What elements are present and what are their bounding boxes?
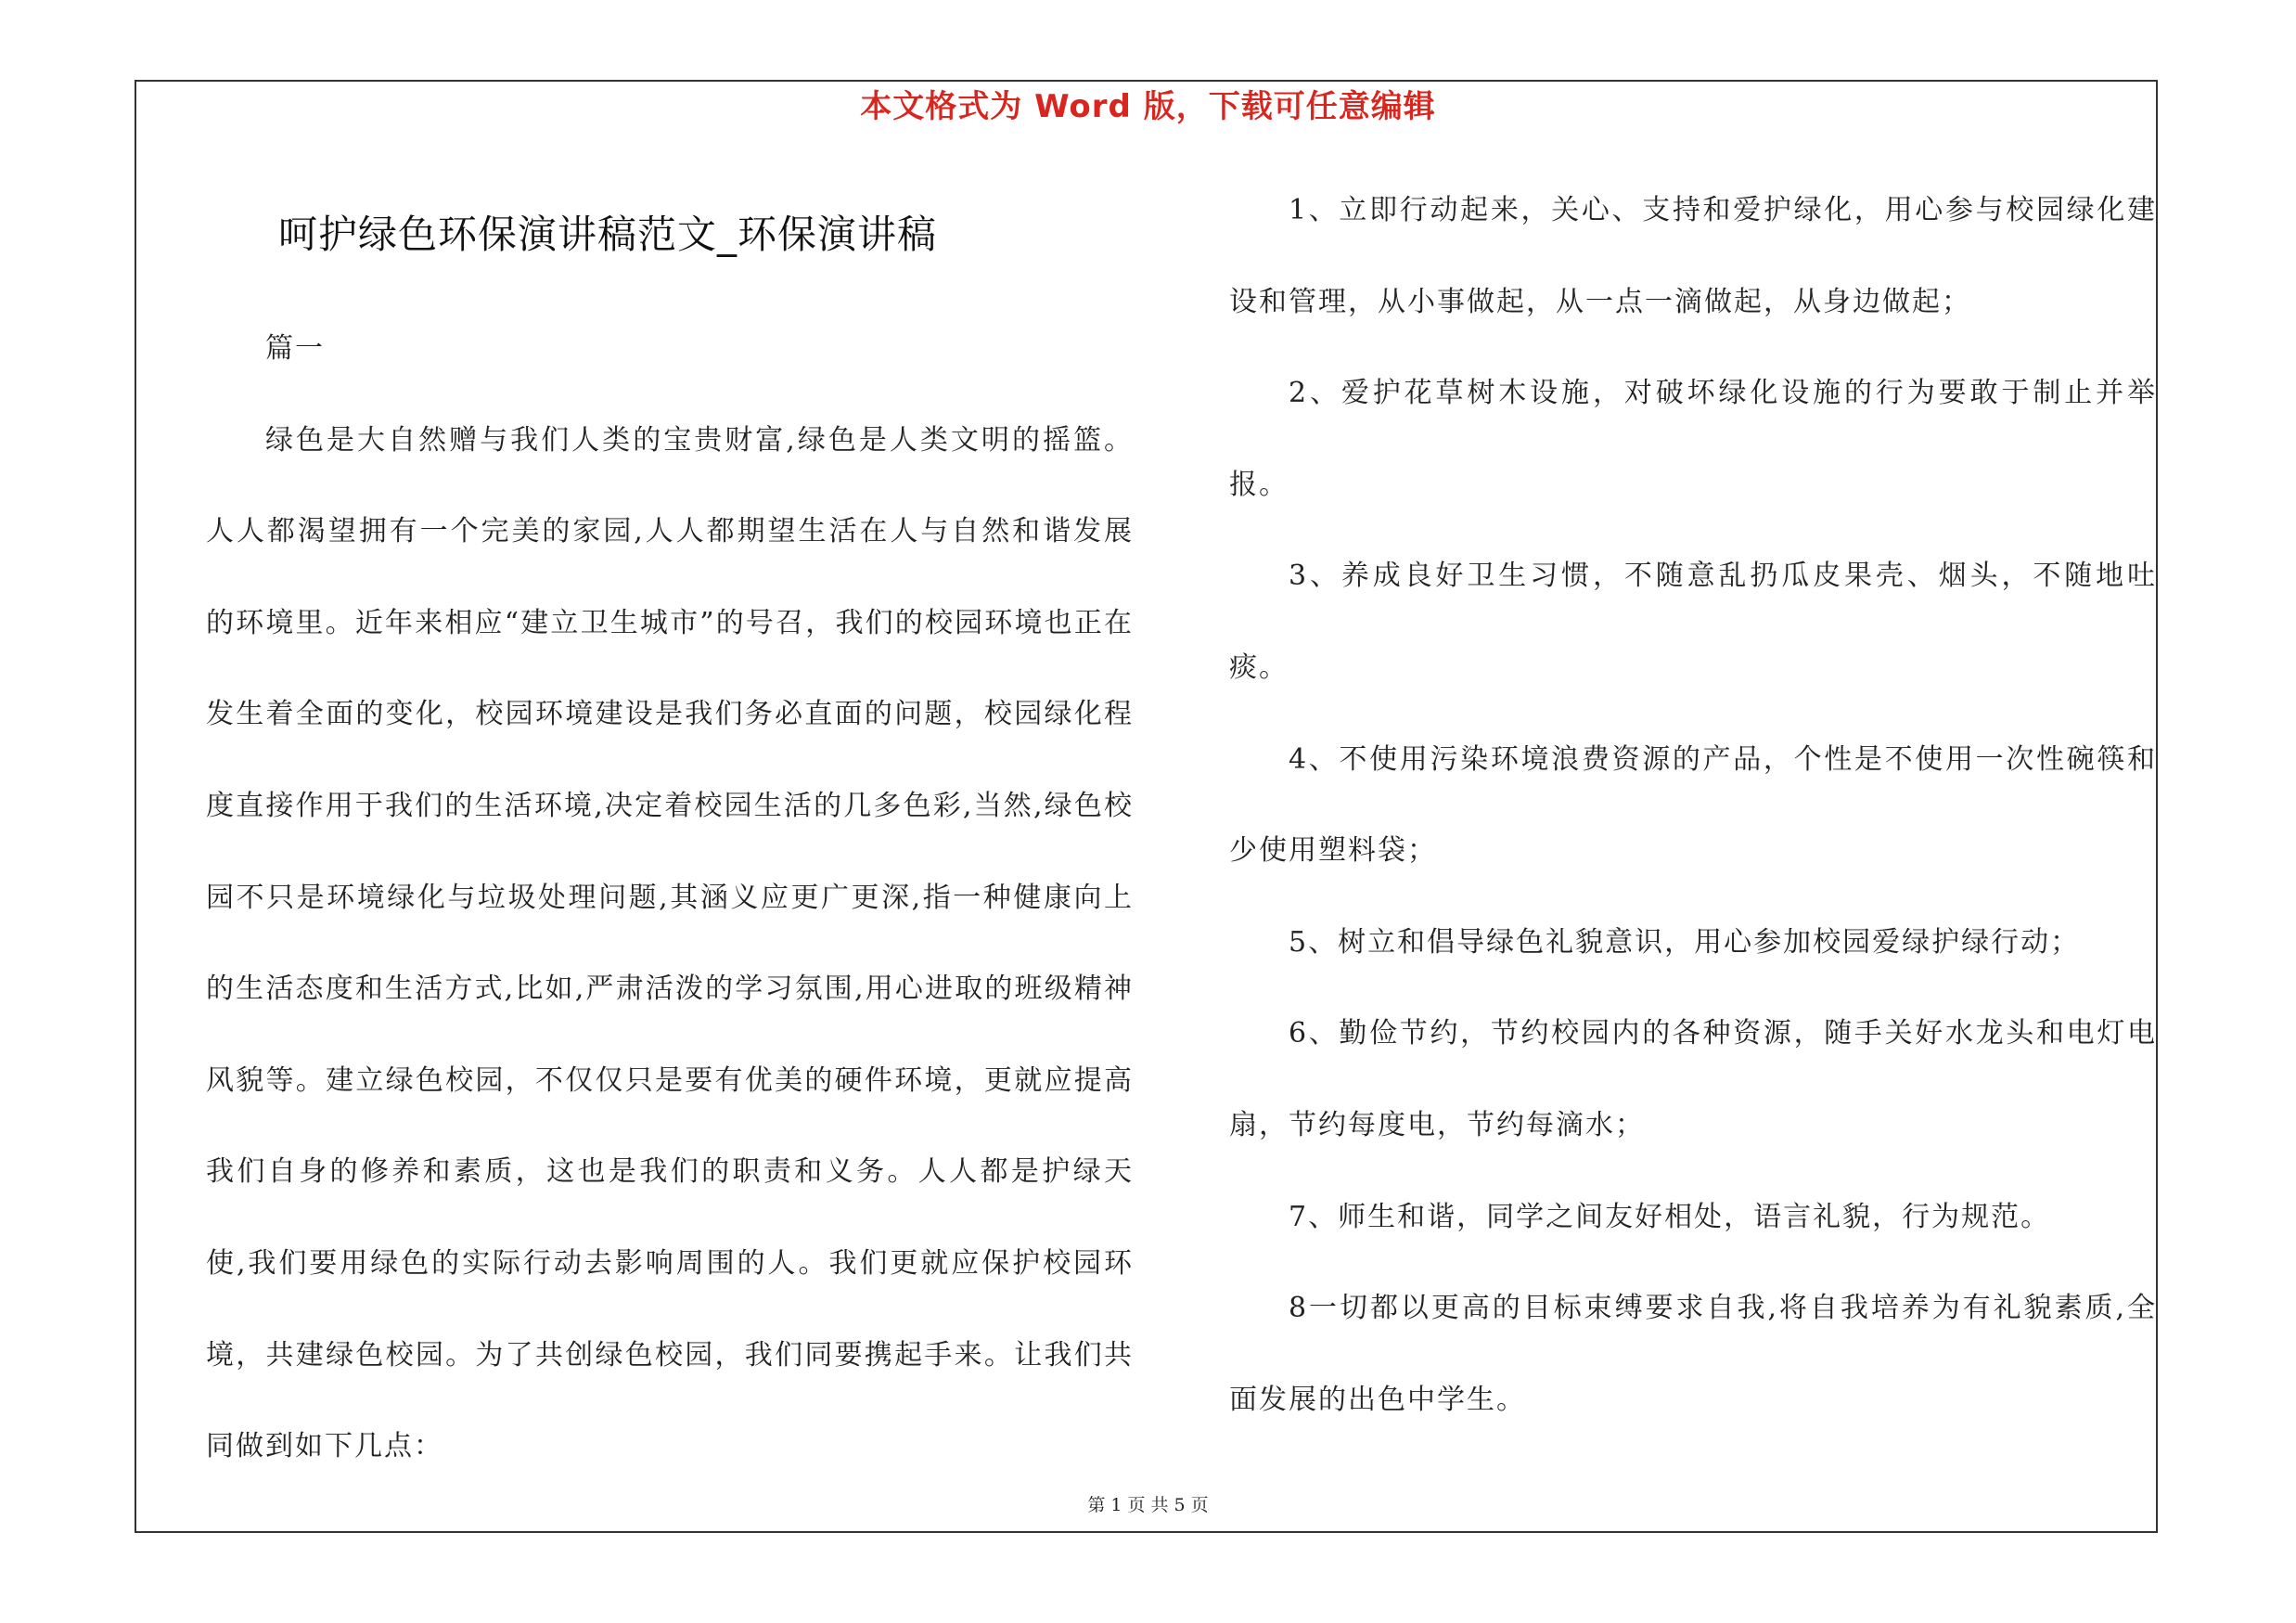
list-item-5: 5、树立和倡导绿色礼貌意识，用心参加校园爱绿护绿行动； xyxy=(1289,925,2081,959)
intro-paragraph: 绿色是大自然赠与我们人类的宝贵财富,绿色是人类文明的摇篮。人人都渴望拥有一个完美的家园,人人都期望生活在人与自然和谐发展的环境里。近年来相应“建立卫生城市”的号召，我们的校园环境也正在发生着全面的变化，校园环境建设是我们务必直面的问题，校园绿化程度直接作用于我们的生活环境,决定着校园生活的几多色彩,当然,绿色校园不只是环境绿化与垃圾处理问题,其涵义应更广更深,指一种健康向上的生活态度和生活方式,比如,严肃活泼的学习氛围,用心进取的班级精神风貌等。建立绿色校园，不仅仅只是要有优美的硬件环境，更就应提高我们自身的修养和素质，这也是我们的职责和义务。人人都是护绿天使,我们要用绿色的实际行动去影响周围的人。我们更就应保护校园环境，共建绿色校园。为了共创绿色校园，我们同要携起手来。让我们共同做到如下几点： xyxy=(206,423,1134,1463)
list-item-7: 7、师生和谐，同学之间友好相处，语言礼貌，行为规范。 xyxy=(1289,1200,2051,1233)
right-column xyxy=(1229,165,2157,1446)
list-item-1: 1、立即行动起来，关心、支持和爱护绿化，用心参与校园绿化建设和管理，从小事做起，从一点一滴做起，从身边做起； xyxy=(1229,194,2157,318)
list-item-4: 4、不使用污染环境浪费资源的产品，个性是不使用一次性碗筷和少使用塑料袋； xyxy=(1229,742,2157,868)
document-title: 呵护绿色环保演讲稿范文_环保演讲稿 xyxy=(278,212,938,257)
word-format-banner: 本文格式为 Word 版，下载可任意编辑 xyxy=(860,88,1436,125)
list-item-6: 6、勤俭节约，节约校园内的各种资源，随手关好水龙头和电灯电扇，节约每度电，节约每滴水； xyxy=(1229,1017,2157,1141)
list-item-2: 2、爱护花草树木设施，对破坏绿化设施的行为要敢于制止并举报。 xyxy=(1229,377,2157,501)
list-item-8: 8一切都以更高的目标束缚要求自我,将自我培养为有礼貌素质,全面发展的出色中学生。 xyxy=(1229,1292,2157,1416)
list-item-3: 3、养成良好卫生习惯，不随意乱扔瓜皮果壳、烟头，不随地吐痰。 xyxy=(1229,560,2157,684)
page-number-footer: 第 1 页 共 5 页 xyxy=(1087,1495,1209,1515)
section-heading: 篇一 xyxy=(265,332,325,365)
left-column xyxy=(206,303,1134,1493)
